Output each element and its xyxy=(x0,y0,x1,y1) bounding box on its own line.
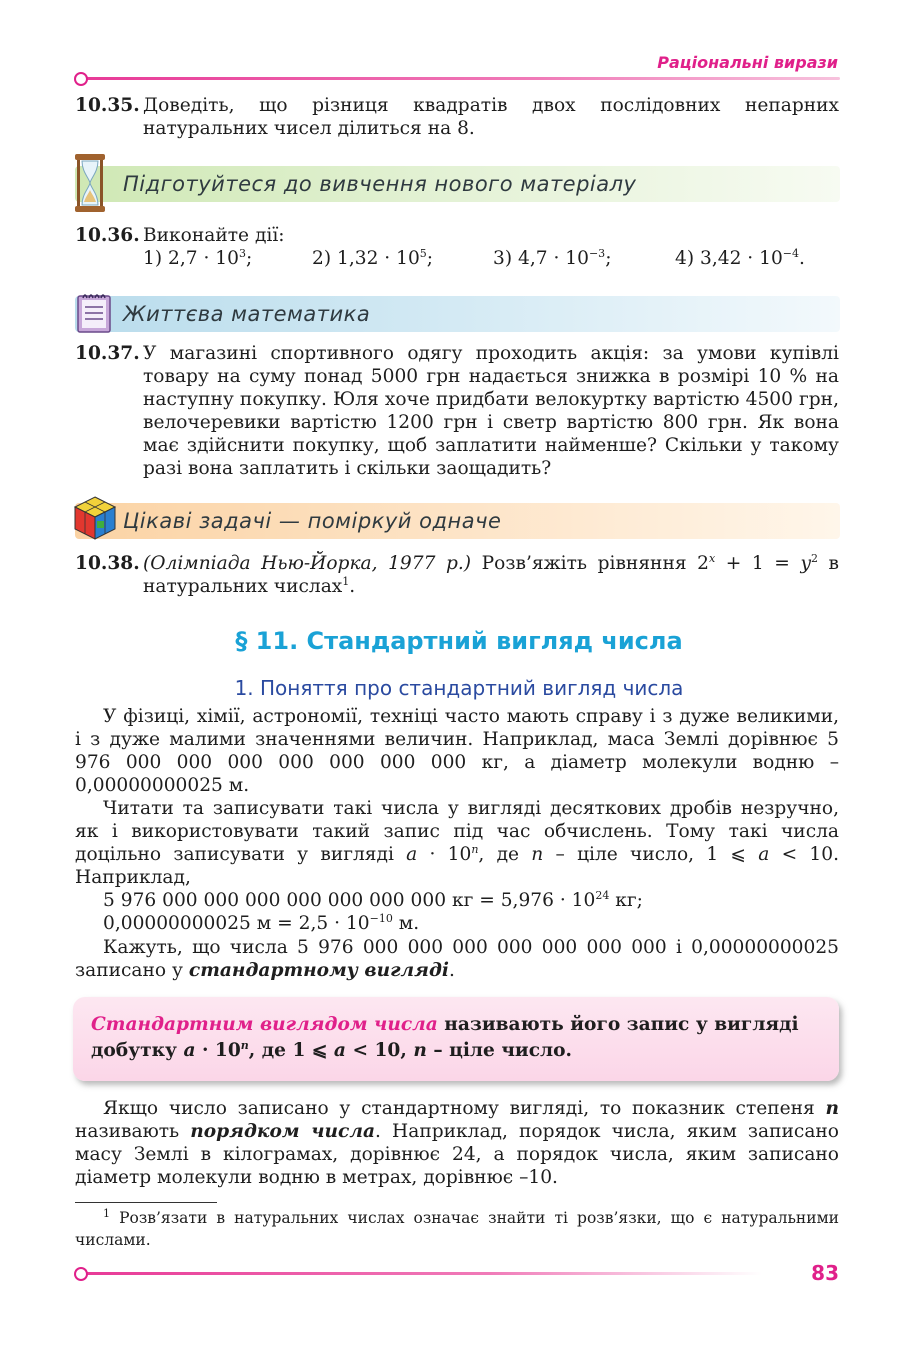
problem-source: (Олімпіада Нью-Йорка, 1977 р.) xyxy=(143,553,472,574)
running-header: Раціональні вирази xyxy=(657,53,838,72)
footnote-mark: 1 xyxy=(342,574,350,588)
section-title: § 11. Стандартний вигляд числа xyxy=(235,627,683,655)
banner-life-math-label: Життєва математика xyxy=(123,302,371,326)
term-order: порядком числа xyxy=(190,1121,376,1142)
problem-number: 10.38. xyxy=(75,553,140,574)
banner-interesting xyxy=(75,503,840,539)
problem-10-37 xyxy=(75,342,839,480)
footnote: $^1$ Розв’язати в натуральних числах означає знайти ті розв’язки, що є натуральними числами. xyxy=(75,1206,839,1249)
problem-number: 10.36. xyxy=(75,225,140,246)
operation-item: 3) $4,7 \cdot 10^{-3}$; xyxy=(493,246,612,269)
problem-number: 10.35. xyxy=(75,95,140,116)
banner-interesting-label: Цікаві задачі — поміркуй одначе xyxy=(123,509,502,533)
puzzle-cube-icon xyxy=(73,495,117,541)
problem-text: У магазині спортивного одягу проходить акція: за умови купівлі товару на суму понад 5000 грн надається знижка в розмірі 10 % на наступну покупку. Юля хоче придбати велокуртку вартістю 4500 грн, велочеревики вартістю 1200 грн і светр вартістю 800 грн. Як вона має здійснити покупку, щоб заплатити найменше? Скільки у такому разі вона заплатить і скільки заощадить? xyxy=(143,343,839,479)
footer-rule-circle-icon xyxy=(74,1267,88,1281)
problem-text: (Олімпіада Нью-Йорка, 1977 р.) Розв’яжіть рівняння $2^x + 1 = y^2$ в натуральних числах$^1$. xyxy=(143,551,839,597)
paragraph-2: Читати та записувати такі числа у вигляді десяткових дробів незручно, як і використовувати такий запис під час обчислень. Тому такі числа доцільно записувати у вигляді $a \cdot 10^n$, де n – ціле число, 1 ⩽ a < 10. Наприклад, xyxy=(75,798,839,888)
header-rule xyxy=(82,77,840,80)
example-mass: 5 976 000 000 000 000 000 000 000 кг = $5,976 \cdot 10^{24}$ кг; xyxy=(103,888,643,911)
operation-item: 4) $3,42 \cdot 10^{-4}$. xyxy=(675,246,805,269)
header-rule-circle-icon xyxy=(74,72,88,86)
problem-text: Виконайте дії: xyxy=(143,225,285,246)
page-number: 83 xyxy=(811,1261,839,1285)
paragraph-3: Кажуть, що числа 5 976 000 000 000 000 000 000 000 і 0,00000000025 записано у стандартному вигляді. xyxy=(75,937,839,981)
paragraph-4: Якщо число записано у стандартному вигляді, то показник степеня n називають порядком числа. Наприклад, порядок числа, яким записано масу Землі в кілограмах, дорівнює 24, а порядок числа, яким записано діаметр молекули водню в метрах, дорівнює –10. xyxy=(75,1098,839,1188)
operation-item: 1) $2,7 \cdot 10^3$; xyxy=(143,246,253,269)
definition-box xyxy=(73,997,839,1081)
problem-number: 10.37. xyxy=(75,343,140,364)
footnote-rule xyxy=(75,1202,217,1203)
banner-prepare xyxy=(75,166,840,202)
hourglass-icon xyxy=(73,152,107,214)
notepad-icon xyxy=(76,290,112,334)
problem-10-36 xyxy=(75,224,839,247)
footer-rule xyxy=(82,1272,762,1275)
subsection-title: 1. Поняття про стандартний вигляд числа xyxy=(234,676,684,700)
problem-10-35 xyxy=(75,94,839,140)
operation-item: 2) $1,32 \cdot 10^5$; xyxy=(312,246,434,269)
term-standard-form: стандартному вигляді xyxy=(188,960,449,981)
banner-life-math xyxy=(75,296,840,332)
banner-prepare-label: Підготуйтеся до вивчення нового матеріалу xyxy=(123,172,637,196)
definition-term: Стандартним виглядом числа xyxy=(91,1014,438,1035)
paragraph-1: У фізиці, хімії, астрономії, техніці часто мають справу і з дуже великими, і з дуже малими значеннями величин. Наприклад, маса Землі дорівнює 5 976 000 000 000 000 000 000 000 кг, а діаметр молекули водню – 0,00000000025 м. xyxy=(75,706,839,796)
problem-10-38 xyxy=(75,552,839,598)
definition-text: Стандартним виглядом числа називають його запис у вигляді добутку $a \cdot 10^n$, де 1 ⩽ a < 10, n – ціле число. xyxy=(91,1014,799,1061)
problem-text: Доведіть, що різниця квадратів двох послідовних непарних натуральних чисел ділиться на 8. xyxy=(143,95,839,139)
example-diameter: 0,00000000025 $м = 2,5 \cdot 10^{-10}$ м. xyxy=(103,911,420,934)
